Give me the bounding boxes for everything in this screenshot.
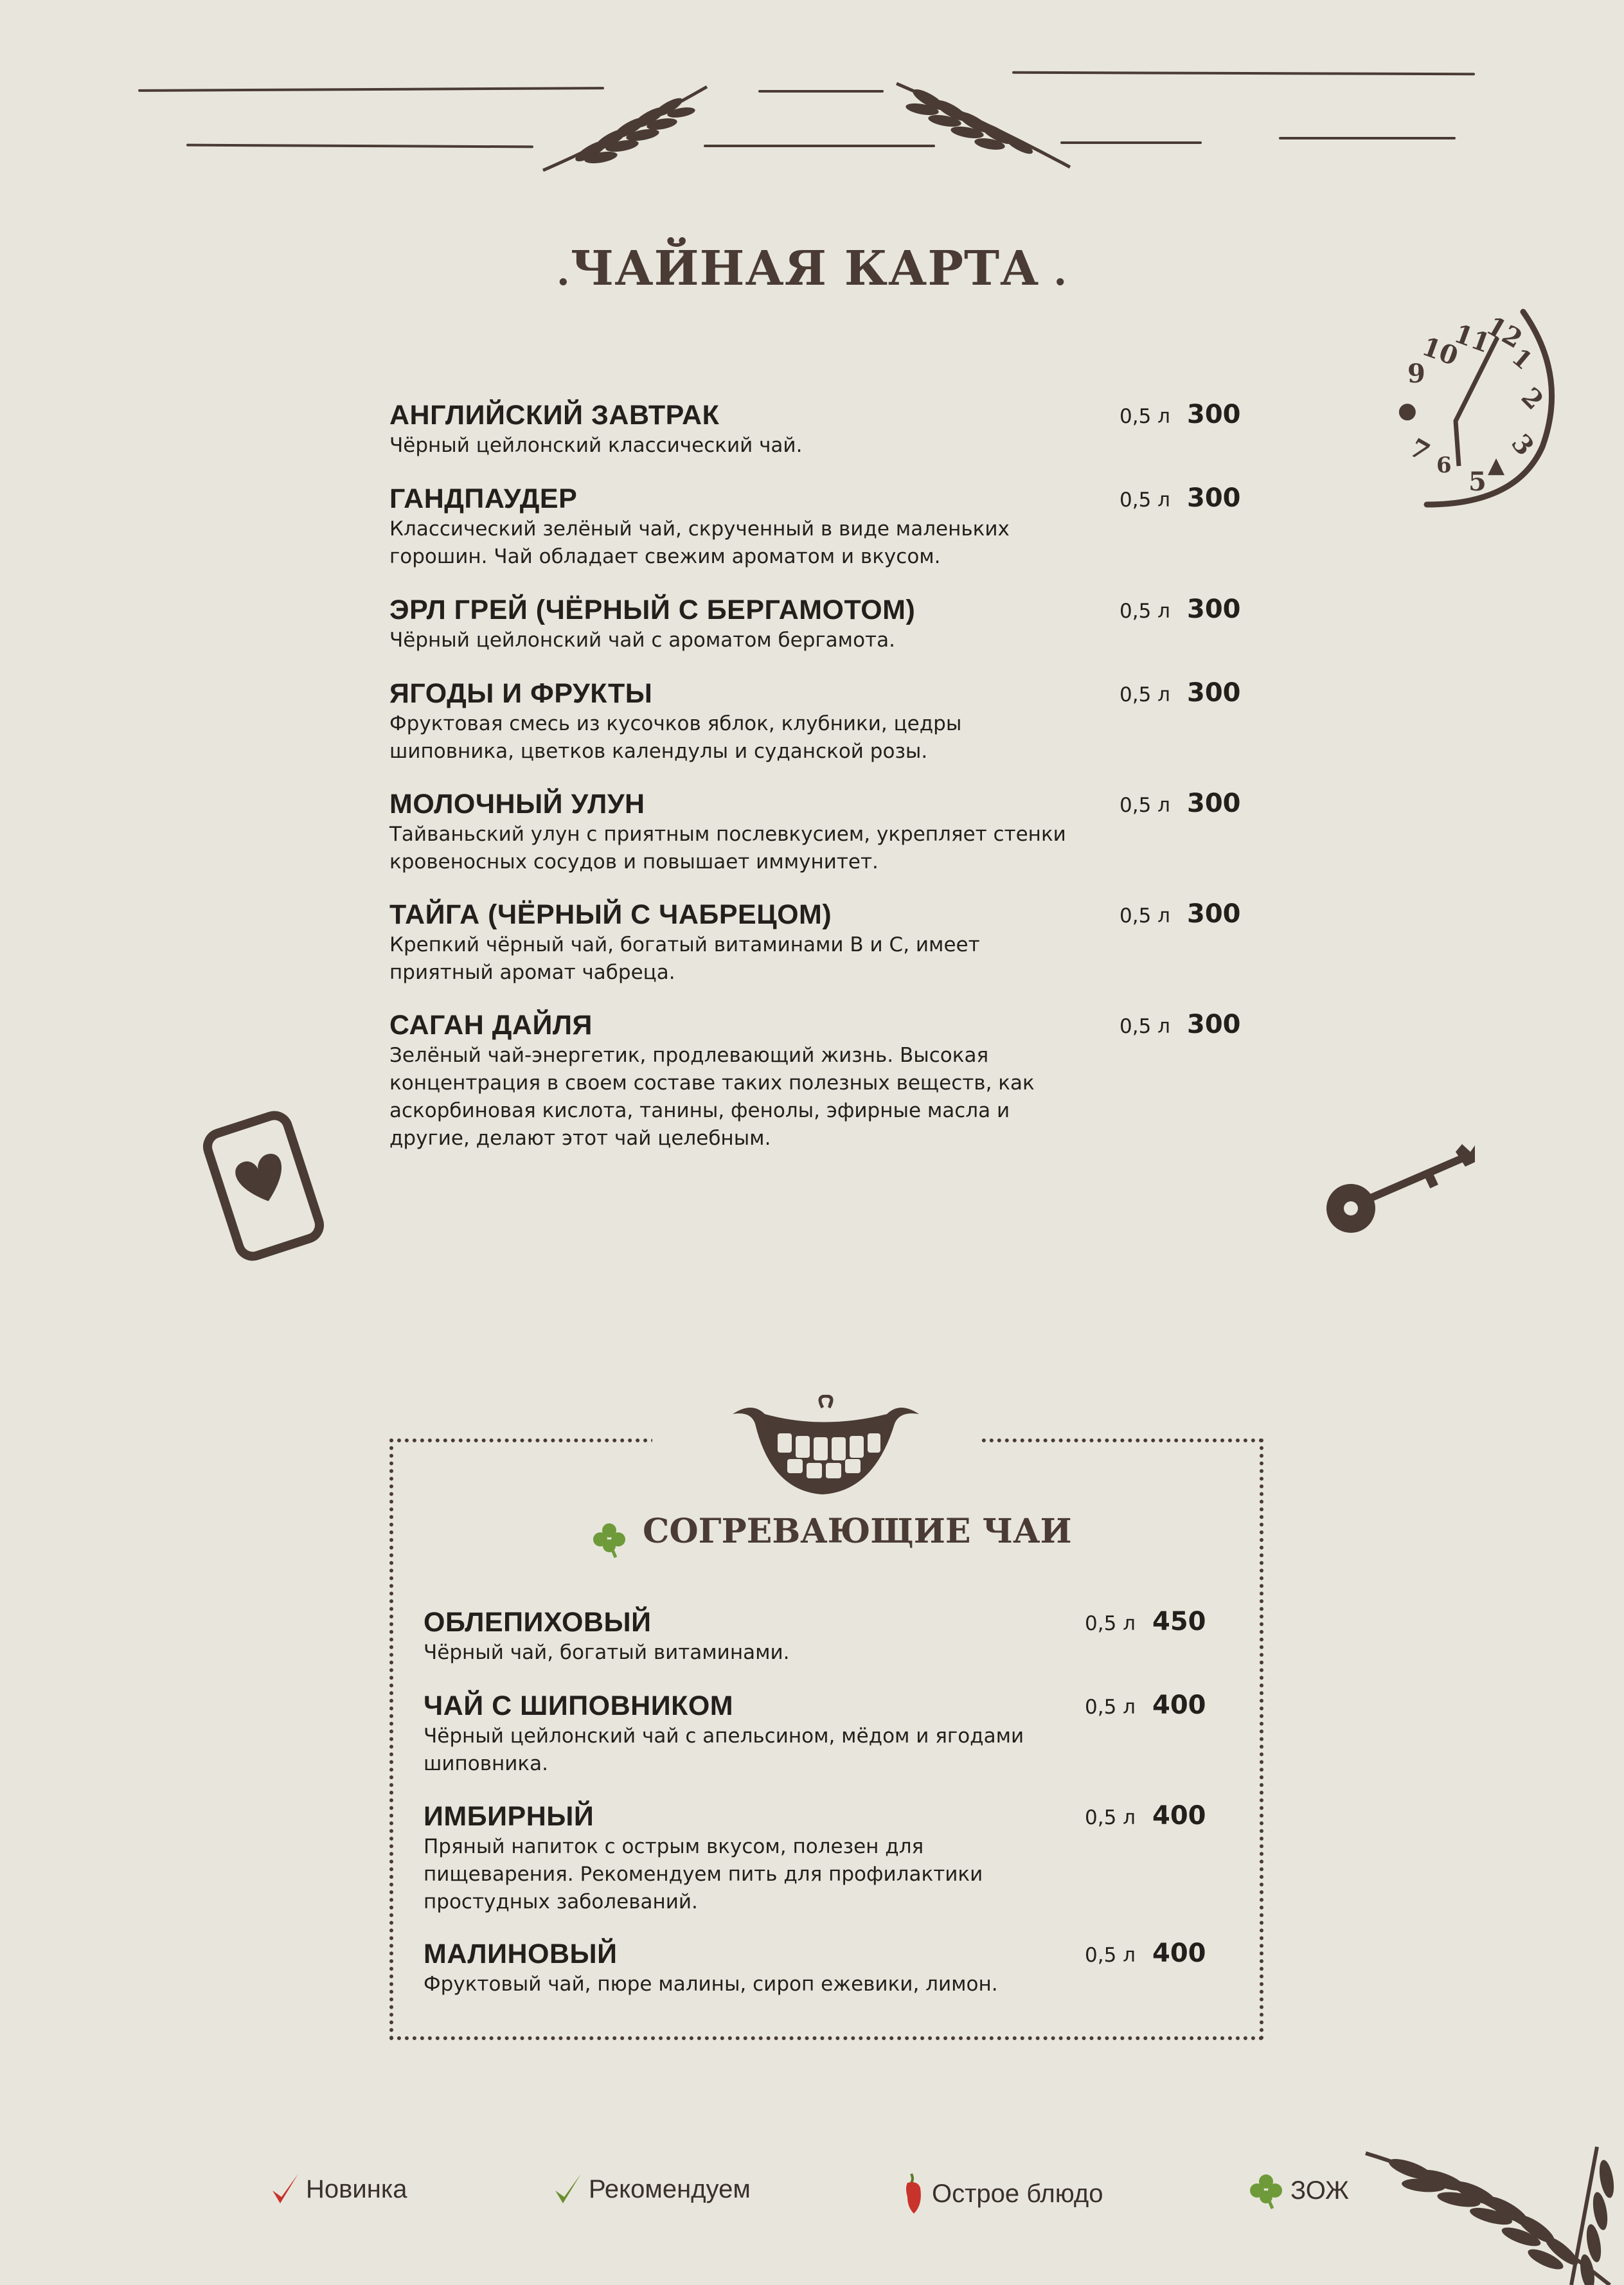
svg-text:1: 1 — [1506, 342, 1539, 375]
item-name: ОБЛЕПИХОВЫЙ — [424, 1607, 652, 1638]
legend-spicy — [898, 2171, 1103, 2216]
section-title: СОГРЕВАЮЩИЕ ЧАИ — [643, 1512, 1072, 1551]
svg-text:12: 12 — [1481, 310, 1528, 355]
item-volume: 0,5 л — [1085, 1612, 1136, 1635]
item-description: Чёрный цейлонский чай с апельсином, мёдом и ягодами шиповника. — [424, 1725, 1024, 1775]
item-price: 450 — [1152, 1607, 1206, 1636]
list-item — [424, 1606, 1272, 1667]
svg-text:10: 10 — [1418, 331, 1462, 372]
list-item — [424, 1800, 1272, 1916]
item-price: 400 — [1152, 1690, 1206, 1720]
item-price: 300 — [1187, 678, 1241, 708]
title-text: ЧАЙНАЯ КАРТА — [570, 241, 1040, 296]
item-volume: 0,5 л — [1120, 904, 1170, 927]
item-name: МАЛИНОВЫЙ — [424, 1939, 618, 1969]
list-item — [424, 1937, 1272, 1998]
item-name: МОЛОЧНЫЙ УЛУН — [389, 789, 645, 820]
svg-text:▲: ▲ — [1488, 453, 1505, 478]
item-description: Тайваньский улун с приятным послевкусием, укрепляет стенки кровеносных сосудов и повышает иммунитет. — [389, 823, 1066, 874]
chili-pepper-icon — [898, 2171, 927, 2216]
wheat-right-icon — [890, 77, 1076, 174]
item-volume: 0,5 л — [1085, 1944, 1136, 1967]
title-dot-right: . — [1039, 249, 1068, 294]
svg-text:6: 6 — [1436, 453, 1452, 478]
list-item — [389, 1008, 1238, 1152]
svg-text:9: 9 — [1407, 359, 1425, 389]
item-description: Фруктовый чай, пюре малины, сироп ежевики, лимон. — [424, 1973, 998, 1996]
clover-icon — [590, 1520, 629, 1559]
legend-spicy-label: Острое блюдо — [932, 2179, 1103, 2208]
list-item — [389, 677, 1238, 766]
item-name: ИМБИРНЫЙ — [424, 1801, 594, 1832]
item-name: ЧАЙ С ШИПОВНИКОМ — [424, 1690, 734, 1721]
wheat-corner-icon — [1353, 2140, 1624, 2285]
clock-icon — [1350, 299, 1562, 511]
item-name: САГАН ДАЙЛЯ — [389, 1010, 593, 1041]
item-price: 300 — [1187, 483, 1241, 513]
item-description: Классический зелёный чай, скрученный в виде маленьких горошин. Чай обладает свежим ароматом и вкусом. — [389, 517, 1010, 568]
legend-healthy-label: ЗОЖ — [1290, 2176, 1349, 2205]
item-description: Зелёный чай-энергетик, продлевающий жизнь. Высокая концентрация в своем составе таких полезных веществ, как аскорбиновая кислота, танины, фенолы, эфирные масла и другие, делают этот чай целебным. — [389, 1044, 1035, 1150]
item-price: 300 — [1187, 1010, 1241, 1039]
item-description: Чёрный цейлонский чай с ароматом бергамота. — [389, 629, 895, 652]
item-volume: 0,5 л — [1120, 1015, 1170, 1038]
legend-new — [270, 2171, 407, 2207]
list-item — [389, 898, 1238, 987]
list-item — [389, 787, 1238, 876]
list-item — [424, 1689, 1272, 1778]
legend-new-label: Новинка — [306, 2174, 407, 2203]
key-icon — [1317, 1138, 1485, 1241]
item-description: Чёрный цейлонский классический чай. — [389, 434, 803, 457]
svg-text:5: 5 — [1468, 467, 1486, 497]
item-price: 300 — [1187, 899, 1241, 929]
svg-text:11: 11 — [1450, 318, 1494, 359]
legend-healthy — [1247, 2171, 1349, 2210]
svg-text:2: 2 — [1515, 381, 1549, 416]
svg-text:3: 3 — [1505, 428, 1540, 461]
list-item — [389, 399, 1238, 460]
item-description: Фруктовая смесь из кусочков яблок, клубники, цедры шиповника, цветков календулы и суданской розы. — [389, 712, 962, 763]
item-name: ЭРЛ ГРЕЙ (ЧЁРНЫЙ С БЕРГАМОТОМ) — [389, 595, 916, 625]
item-price: 400 — [1152, 1801, 1206, 1831]
item-description: Крепкий чёрный чай, богатый витаминами В и С, имеет приятный аромат чабреца. — [389, 933, 980, 984]
legend-recommend — [553, 2171, 751, 2207]
item-volume: 0,5 л — [1085, 1696, 1136, 1719]
legend-recommend-label: Рекомендуем — [589, 2174, 751, 2203]
svg-text:7: 7 — [1404, 432, 1435, 468]
item-volume: 0,5 л — [1120, 794, 1170, 817]
green-check-icon — [553, 2171, 584, 2207]
item-price: 400 — [1152, 1939, 1206, 1968]
item-name: ГАНДПАУДЕР — [389, 483, 578, 514]
red-check-icon — [270, 2171, 301, 2207]
item-volume: 0,5 л — [1120, 600, 1170, 623]
svg-text:●: ● — [1398, 398, 1417, 424]
grin-icon — [726, 1395, 925, 1498]
item-name: ТАЙГА (ЧЁРНЫЙ С ЧАБРЕЦОМ) — [389, 899, 832, 930]
title-dot-left: . — [556, 249, 571, 294]
item-price: 300 — [1187, 595, 1241, 624]
list-item — [389, 593, 1238, 654]
item-description: Чёрный чай, богатый витаминами. — [424, 1641, 790, 1664]
item-description: Пряный напиток с острым вкусом, полезен для пищеварения. Рекомендуем пить для профилактики простудных заболеваний. — [424, 1835, 983, 1913]
item-volume: 0,5 л — [1085, 1806, 1136, 1829]
item-name: АНГЛИЙСКИЙ ЗАВТРАК — [389, 400, 720, 431]
item-volume: 0,5 л — [1120, 488, 1170, 512]
clover-icon — [1247, 2171, 1285, 2210]
item-price: 300 — [1187, 400, 1241, 429]
item-price: 300 — [1187, 789, 1241, 818]
item-volume: 0,5 л — [1120, 405, 1170, 428]
wheat-left-icon — [540, 80, 713, 177]
page-title — [0, 241, 1624, 296]
item-volume: 0,5 л — [1120, 683, 1170, 706]
playing-card-icon — [193, 1106, 347, 1273]
list-item — [389, 482, 1238, 571]
item-name: ЯГОДЫ И ФРУКТЫ — [389, 678, 653, 709]
